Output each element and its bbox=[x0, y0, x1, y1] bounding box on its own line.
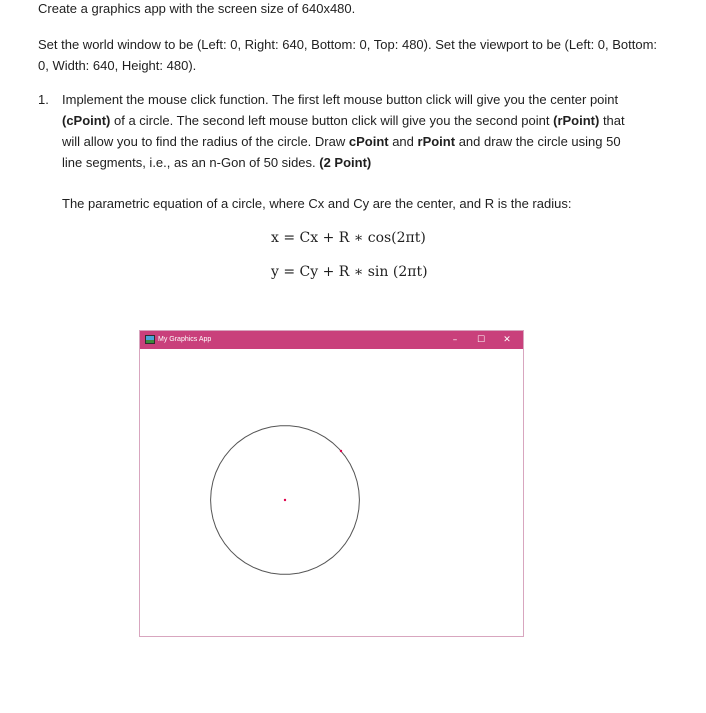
task-text-1: Implement the mouse click function. The first left mouse button click will give you the center point bbox=[62, 92, 619, 107]
task-text-5: and draw the circle using 50 line segments, i.e., as an n-Gon of 50 sides. bbox=[62, 134, 621, 170]
task-text-3: that will allow you to find the radius of the circle. Draw bbox=[62, 113, 625, 149]
task-description bbox=[62, 89, 636, 173]
task-text-2: of a circle. The second left mouse button click will give you the second point bbox=[110, 113, 554, 128]
task-rpoint-paren: (rPoint) bbox=[553, 113, 600, 128]
equation-y: y = Cy + R ∗ sin (2πt) bbox=[271, 264, 428, 280]
app-title: My Graphics App bbox=[158, 336, 212, 343]
close-button[interactable]: ✕ bbox=[503, 335, 511, 345]
task-cpoint-paren: (cPoint) bbox=[62, 113, 111, 128]
intro-text: Create a graphics app with the screen size of 640x480. bbox=[38, 1, 356, 16]
task-number: 1. bbox=[38, 92, 49, 107]
app-titlebar[interactable] bbox=[140, 331, 523, 349]
parametric-intro-text: The parametric equation of a circle, where Cx and Cy are the center, and R is the radius: bbox=[62, 196, 572, 211]
maximize-button[interactable]: ☐ bbox=[476, 335, 486, 345]
task-cpoint: cPoint bbox=[348, 134, 389, 149]
center-point bbox=[284, 499, 286, 501]
minimize-button[interactable]: – bbox=[452, 335, 458, 345]
world-window-text: Set the world window to be (Left: 0, Right: 640, Bottom: 0, Top: 480). Set the viewport to be (Left: 0, Bottom: 0, Width: 640, Height: 480). bbox=[38, 37, 658, 73]
graphics-app-window bbox=[139, 330, 524, 637]
radius-point bbox=[340, 450, 342, 452]
app-window-icon bbox=[145, 335, 155, 344]
task-points: (2 Point) bbox=[319, 155, 372, 170]
task-rpoint: rPoint bbox=[417, 134, 456, 149]
drawing-canvas[interactable] bbox=[140, 349, 523, 636]
equation-x: x = Cx + R ∗ cos(2πt) bbox=[271, 230, 426, 246]
task-text-4: and bbox=[388, 134, 418, 149]
